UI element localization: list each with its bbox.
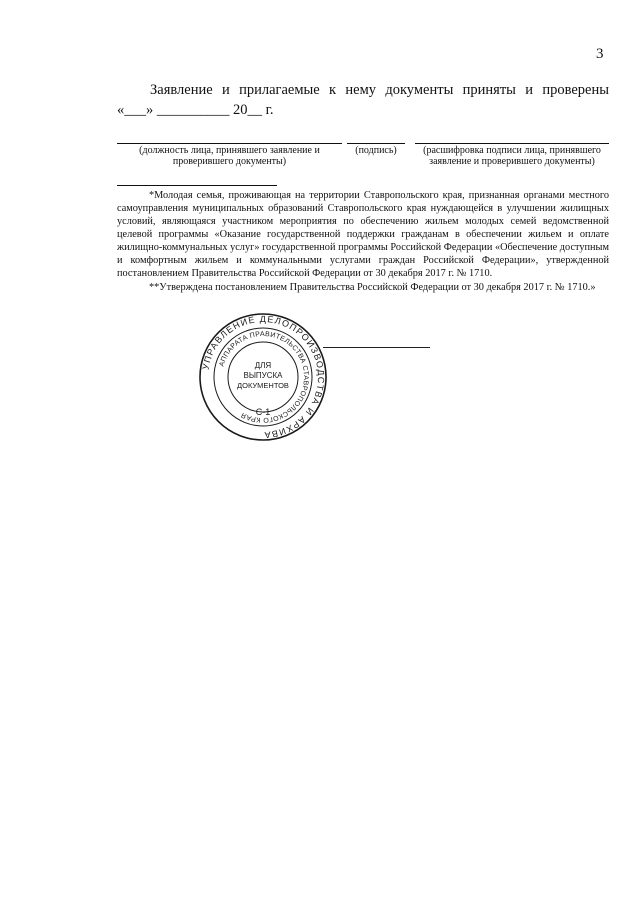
- stamp-center-line2: ВЫПУСКА: [243, 371, 283, 380]
- position-label: (должность лица, принявшего заявление и проверившего документы): [117, 143, 342, 167]
- official-stamp: [198, 312, 328, 442]
- signature-label: (подпись): [347, 143, 405, 156]
- page-number: 3: [596, 46, 604, 62]
- acceptance-text: Заявление и прилагаемые к нему документы приняты и проверены: [150, 82, 609, 98]
- stamp-inner-text: АППАРАТА ПРАВИТЕЛЬСТВА СТАВРОПОЛЬСКОГО КРАЯ: [218, 330, 310, 424]
- acceptance-statement: [117, 80, 609, 120]
- footnotes: [117, 189, 609, 294]
- acceptance-date-line: «___» __________ 20__ г.: [117, 102, 274, 118]
- footnote-1: *Молодая семья, проживающая на территории Ставропольского края, признанная органами местного самоуправления муниципальных образований Ставропольского края нуждающейся в улучшении жилищных условий, являющаяся участником мероприятия по обеспечению жильем молодых семей ведомственной целевой программы «Оказание государственной поддержки гражданам в обеспечении жильем и оплате жилищно-коммунальных услуг» государственной программы Российской Федерации «Обеспечение доступным и комфортным жильем и коммунальными услугами граждан Российской Федерации», утвержденной постановлением Правительства Российской Федерации от 30 декабря 2017 г. № 1710.: [117, 190, 609, 279]
- stamp-code: С-1: [255, 407, 271, 417]
- footnote-2: **Утверждена постановлением Правительства Российской Федерации от 30 декабря 2017 г. № 1710.»: [149, 282, 596, 293]
- signature-decoding-label: (расшифровка подписи лица, принявшего заявление и проверившего документы): [415, 143, 609, 167]
- signature-block: [117, 143, 609, 173]
- stamp-outer-text: УПРАВЛЕНИЕ ДЕЛОПРОИЗВОДСТВА И АРХИВА: [200, 313, 327, 441]
- stamp-center-line3: ДОКУМЕНТОВ: [237, 381, 289, 390]
- stamp-center-line1: ДЛЯ: [254, 361, 272, 370]
- stamp-signature-line: [323, 347, 430, 348]
- footnote-divider: [117, 185, 277, 186]
